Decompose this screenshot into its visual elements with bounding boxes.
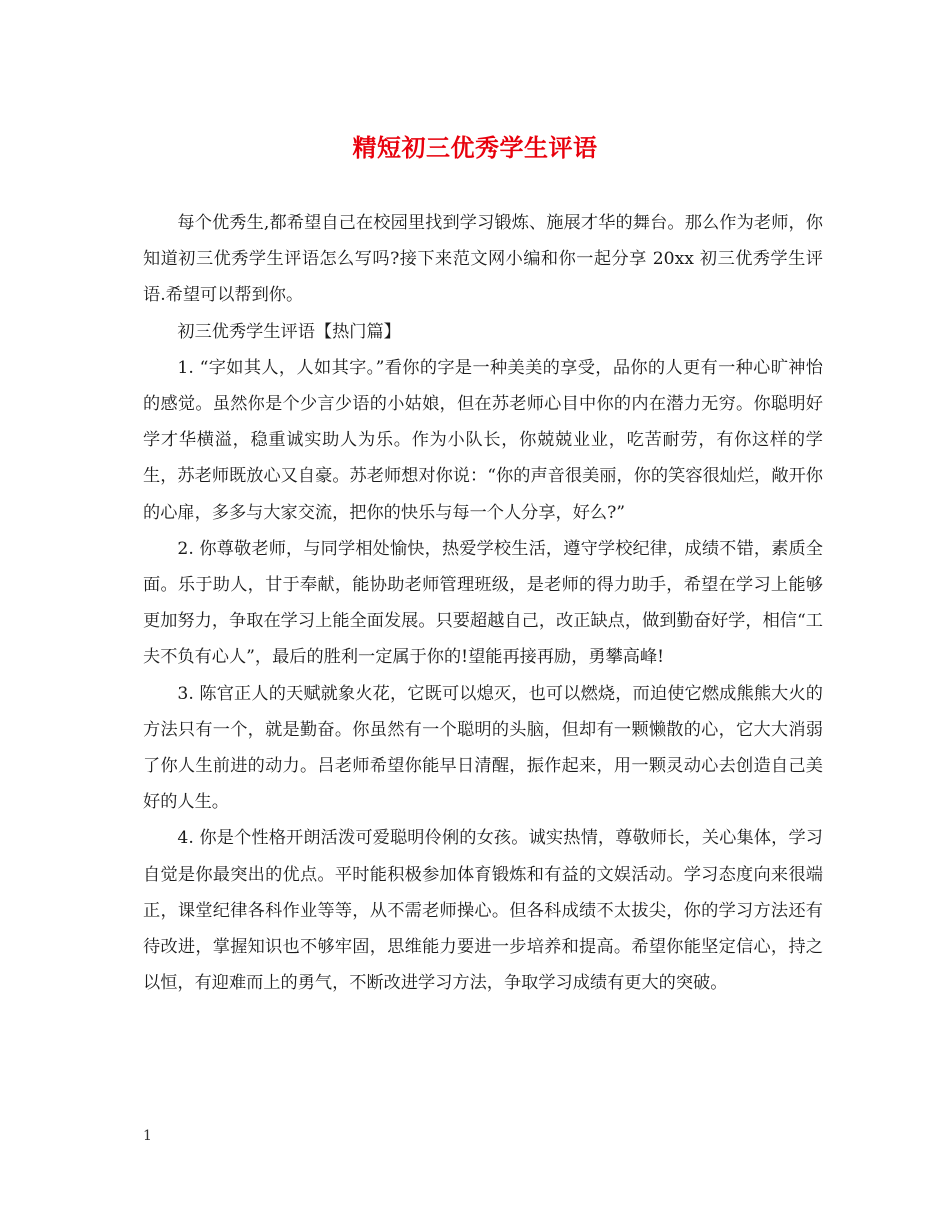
document-title: 精短初三优秀学生评语 [352,134,598,162]
comment-paragraph-4: 4. 你是个性格开朗活泼可爱聪明伶俐的女孩。诚实热情，尊敬师长，关心集体，学习自觉是你最突出的优点。平时能积极参加体育锻炼和有益的文娱活动。学习态度向来很端正，课堂纪律各科作业等等，从不需老师操心。但各科成绩不太拔尖，你的学习方法还有待改进，掌握知识也不够牢固，思维能力要进一步培养和提高。希望你能坚定信心，持之以恒，有迎难而上的勇气，不断改进学习方法，争取学习成绩有更大的突破。 [143,828,823,994]
section-heading: 初三优秀学生评语【热门篇】 [177,321,401,342]
comment-paragraph-3: 3. 陈官正人的天赋就象火花，它既可以熄灭，也可以燃烧，而迫使它燃成熊熊大火的方法只有一个，就是勤奋。你虽然有一个聪明的头脑，但却有一颗懒散的心，它大大消弱了你人生前进的动力。吕老师希望你能早日清醒，振作起来，用一颗灵动心去创造自己美好的人生。 [143,683,823,813]
intro-paragraph: 每个优秀生,都希望自己在校园里找到学习锻炼、施展才华的舞台。那么作为老师，你知道初三优秀学生评语怎么写吗?接下来范文网小编和你一起分享 20xx 初三优秀学生评语.希望可以帮到你。 [143,213,823,306]
page-number: 1 [143,1128,152,1144]
document-body [143,205,823,1001]
comment-paragraph-1: 1. “字如其人，人如其字。”看你的字是一种美美的享受，品你的人更有一种心旷神怡的感觉。虽然你是个少言少语的小姑娘，但在苏老师心目中你的内在潜力无穷。你聪明好学才华横溢，稳重诚实助人为乐。作为小队长，你兢兢业业，吃苦耐劳，有你这样的学生，苏老师既放心又自豪。苏老师想对你说：“你的声音很美丽，你的笑容很灿烂，敞开你的心扉，多多与大家交流，把你的快乐与每一个人分享，好么?” [143,357,823,523]
comment-paragraph-2: 2. 你尊敬老师，与同学相处愉快，热爱学校生活，遵守学校纪律，成绩不错，素质全面。乐于助人，甘于奉献，能协助老师管理班级，是老师的得力助手，希望在学习上能够更加努力，争取在学习上能全面发展。只要超越自己，改正缺点，做到勤奋好学，相信“工夫不负有心人”，最后的胜利一定属于你的!望能再接再励，勇攀高峰! [143,538,823,668]
